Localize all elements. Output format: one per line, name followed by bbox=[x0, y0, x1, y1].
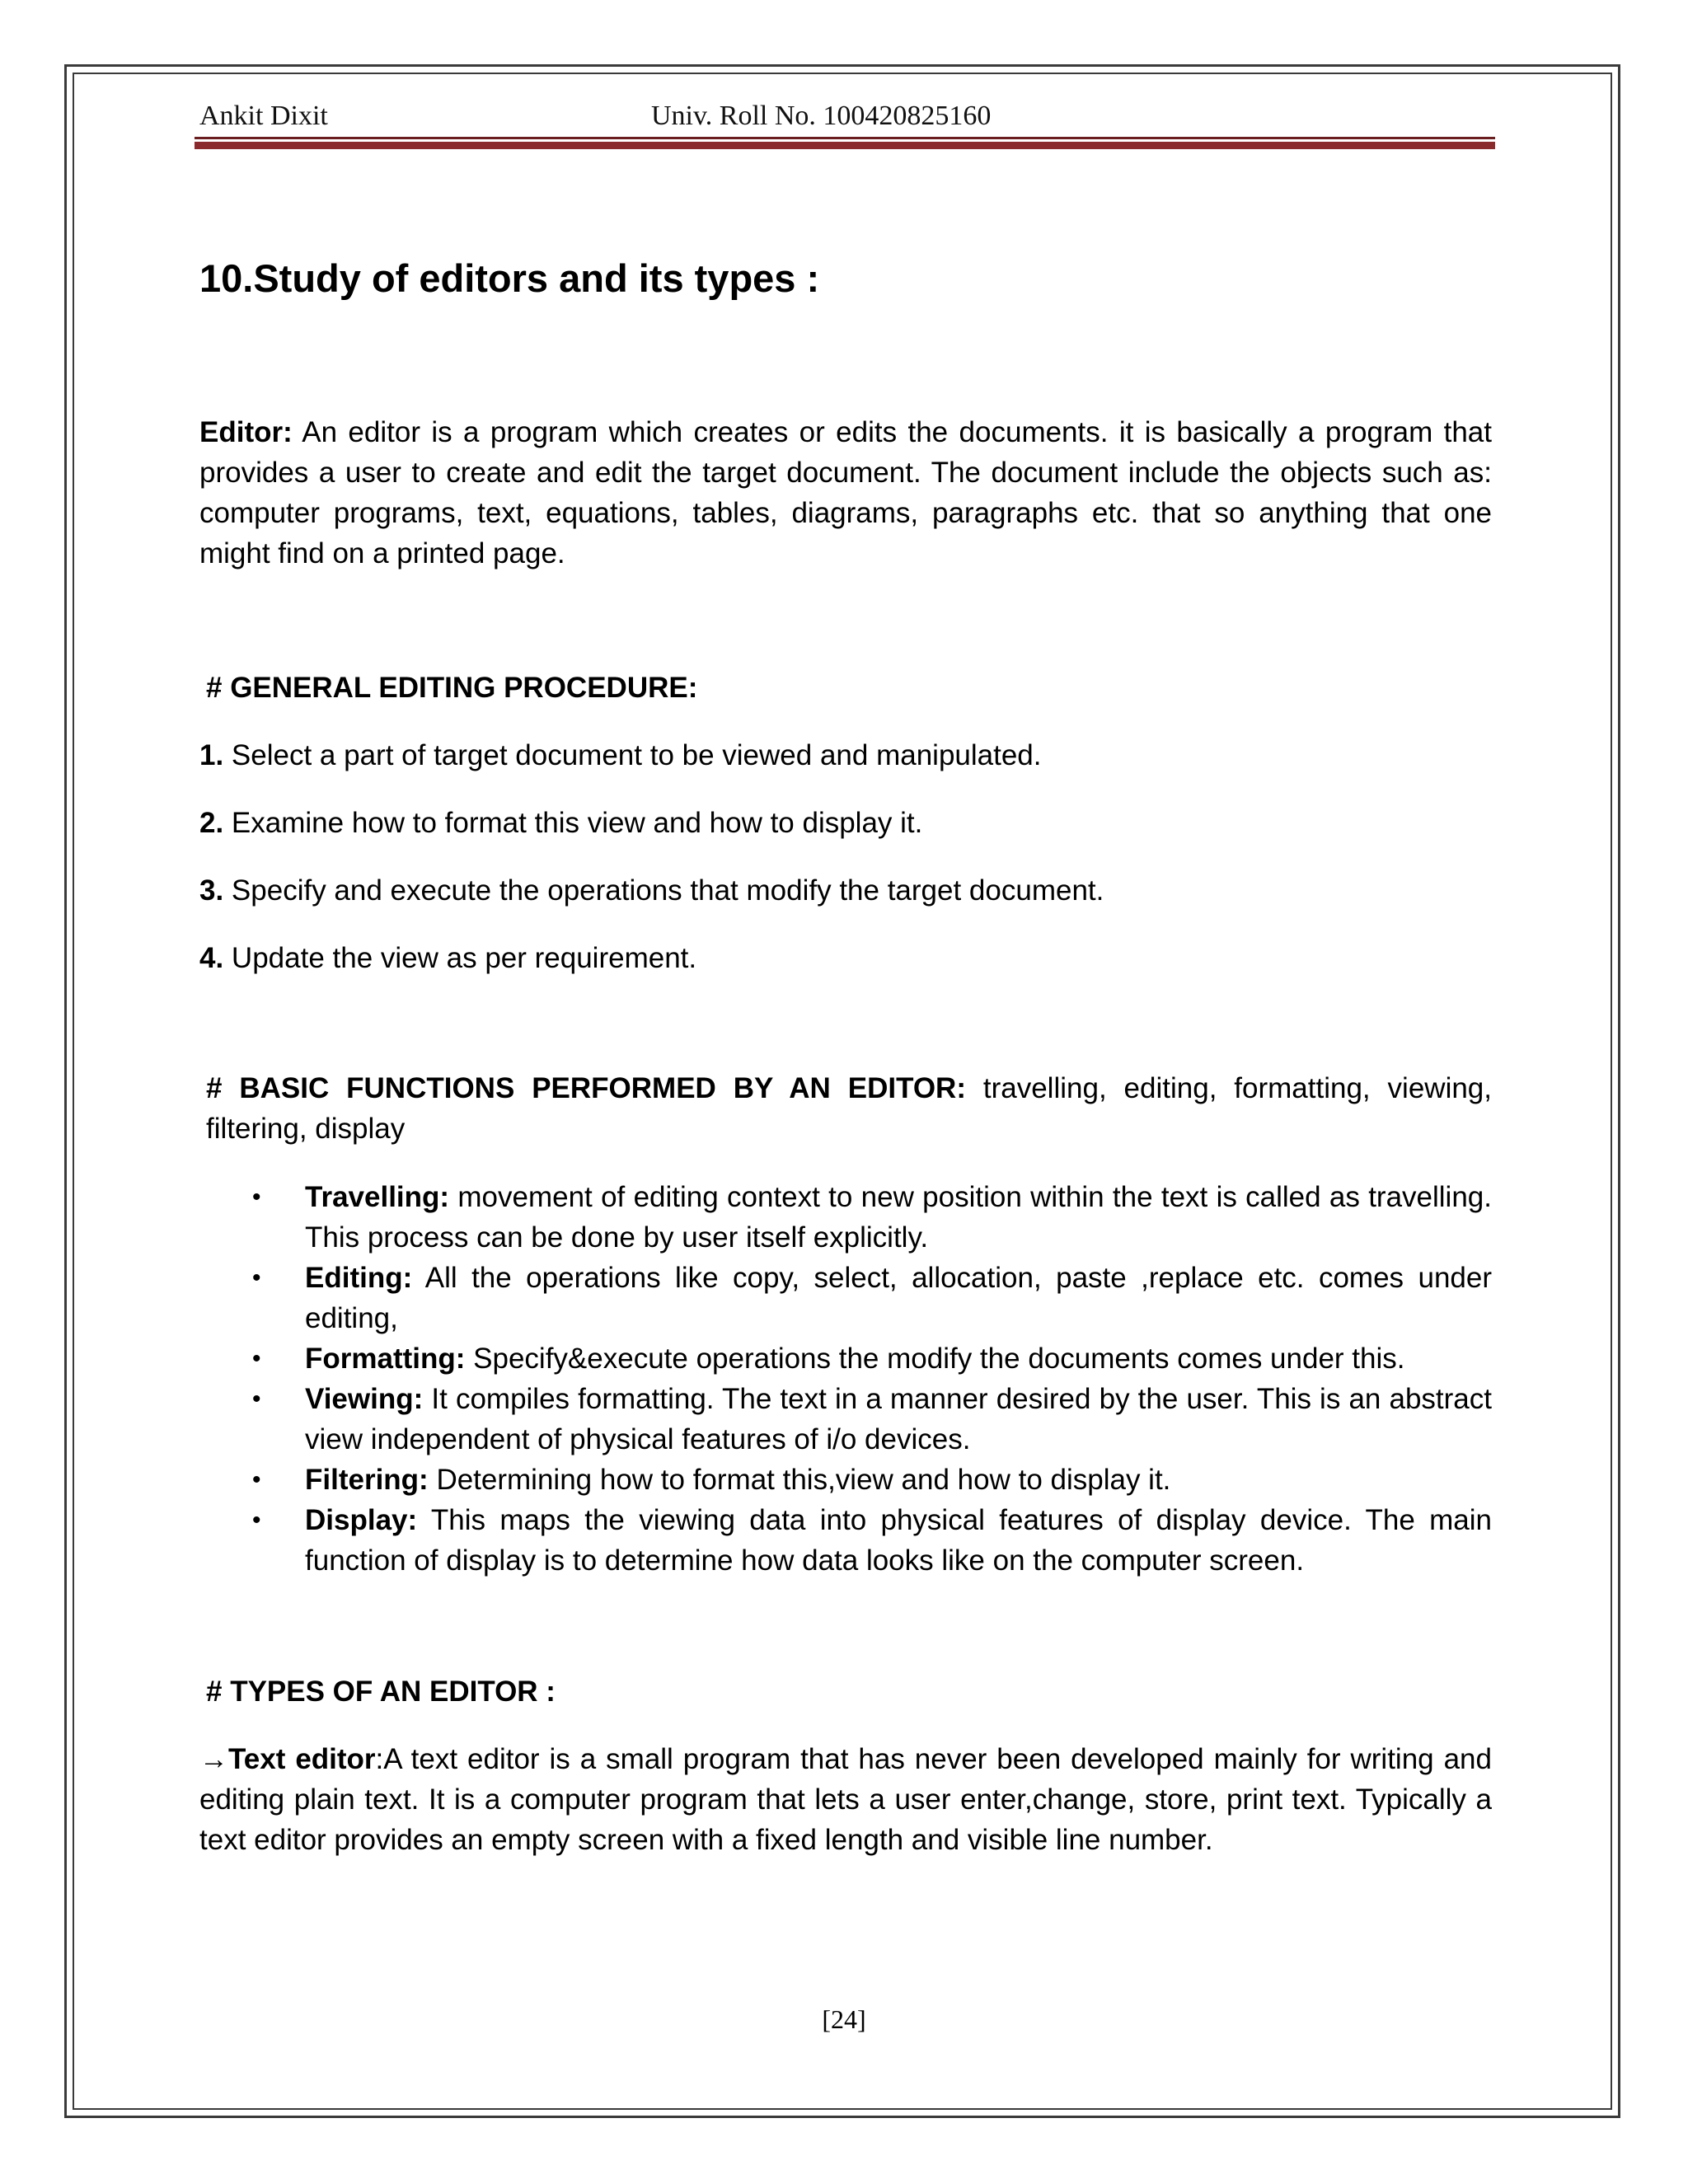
roll-number: Univ. Roll No. 100420825160 bbox=[651, 101, 992, 131]
procedure-step bbox=[199, 870, 1492, 911]
function-item bbox=[199, 1258, 1492, 1338]
function-item bbox=[199, 1177, 1492, 1258]
types-heading: # TYPES OF AN EDITOR : bbox=[206, 1675, 556, 1708]
step-text: Update the view as per requirement. bbox=[223, 942, 697, 975]
functions-list bbox=[199, 1177, 1492, 1581]
procedure-heading: # GENERAL EDITING PROCEDURE: bbox=[206, 672, 698, 705]
bullet-icon: • bbox=[252, 1466, 261, 1494]
functions-heading-label: # BASIC FUNCTIONS PERFORMED BY AN EDITOR: bbox=[206, 1072, 966, 1105]
author-name: Ankit Dixit bbox=[199, 101, 328, 131]
step-text: Select a part of target document to be viewed and manipulated. bbox=[223, 739, 1042, 772]
bullet-icon: • bbox=[252, 1264, 261, 1292]
step-number: 3. bbox=[199, 874, 224, 907]
function-item bbox=[199, 1338, 1492, 1379]
page-title: 10.Study of editors and its types : bbox=[199, 256, 820, 300]
step-text: Examine how to format this view and how to display it. bbox=[223, 807, 923, 840]
header-rule-thick bbox=[195, 142, 1495, 149]
editor-label: Editor: bbox=[199, 416, 293, 449]
bullet-icon: • bbox=[252, 1183, 261, 1212]
text-editor-text: :A text editor is a small program that has never been developed mainly for writing and editing plain text. It is a computer program that lets a user enter,change, store, print text. Typically a text editor provides an empty screen with a fixed length and visible line number. bbox=[199, 1743, 1492, 1857]
step-number: 1. bbox=[199, 739, 224, 772]
editor-text: An editor is a program which creates or edits the documents. it is basically a program that provides a user to create and edit the target document. The document include the objects such as: computer programs, text, equations, tables, diagrams, paragraphs etc. that so anything that one might find on a printed page. bbox=[199, 416, 1492, 570]
step-number: 4. bbox=[199, 942, 224, 975]
procedure-step bbox=[199, 938, 1492, 978]
page-number: [24] bbox=[822, 2004, 866, 2034]
procedure-step bbox=[199, 735, 1492, 776]
header-rule-thin bbox=[195, 137, 1495, 139]
function-term: Formatting: bbox=[305, 1343, 466, 1376]
functions-heading bbox=[199, 1068, 1492, 1149]
bullet-icon: • bbox=[252, 1345, 261, 1373]
function-text: movement of editing context to new position within the text is called as travelling. This process can be done by user itself explicitly. bbox=[305, 1181, 1492, 1254]
function-text: It compiles formatting. The text in a manner desired by the user. This is an abstract view independent of physical features of i/o devices. bbox=[305, 1383, 1492, 1456]
step-text: Specify and execute the operations that modify the target document. bbox=[223, 874, 1104, 907]
function-term: Editing: bbox=[305, 1262, 413, 1295]
procedure-step bbox=[199, 803, 1492, 843]
function-item bbox=[199, 1500, 1492, 1581]
editor-definition bbox=[199, 412, 1492, 574]
function-term: Travelling: bbox=[305, 1181, 450, 1214]
function-item bbox=[199, 1460, 1492, 1500]
function-term: Filtering: bbox=[305, 1464, 429, 1497]
step-number: 2. bbox=[199, 807, 224, 840]
document-body bbox=[199, 255, 1492, 1860]
text-editor-para bbox=[199, 1739, 1492, 1860]
functions-summary: travelling, editing, formatting, viewing, filtering, display bbox=[206, 1072, 1492, 1146]
function-item bbox=[199, 1379, 1492, 1460]
function-text: Determining how to format this,view and how to display it. bbox=[428, 1464, 1171, 1497]
text-editor-label: Text editor bbox=[228, 1743, 376, 1776]
function-text: All the operations like copy, select, allocation, paste ,replace etc. comes under editing, bbox=[305, 1262, 1492, 1335]
function-text: Specify&execute operations the modify the documents comes under this. bbox=[465, 1343, 1405, 1376]
bullet-icon: • bbox=[252, 1507, 261, 1535]
function-term: Viewing: bbox=[305, 1383, 424, 1416]
bullet-icon: • bbox=[252, 1385, 261, 1413]
function-text: This maps the viewing data into physical features of display device. The main function of display is to determine how data looks like on the computer screen. bbox=[305, 1504, 1492, 1577]
function-term: Display: bbox=[305, 1504, 418, 1537]
arrow-icon: → bbox=[199, 1743, 228, 1776]
